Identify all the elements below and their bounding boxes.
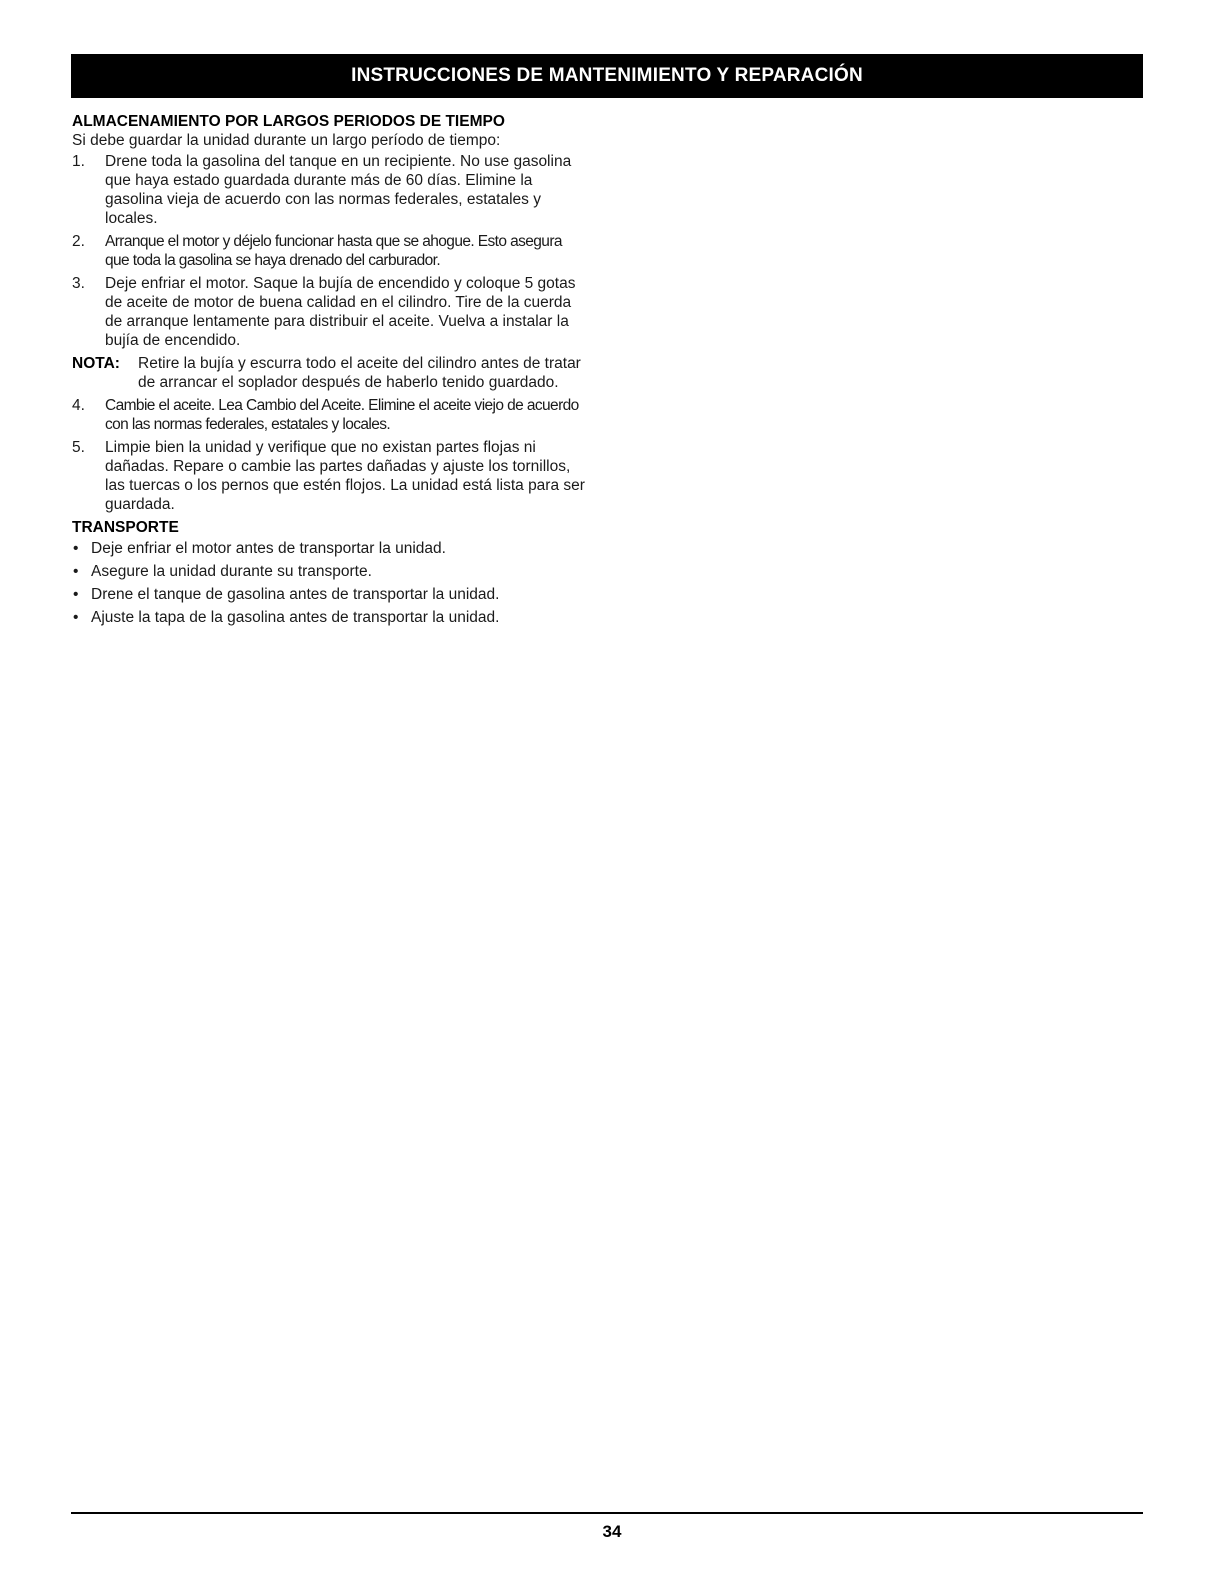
storage-step [72,152,587,228]
transport-item [72,585,587,604]
step-number: 5. [72,439,85,456]
section-header [71,54,1143,98]
step-text: Limpie bien la unidad y verifique que no existan partes flojas ni dañadas. Repare o cambie las partes dañadas y ajuste los tornillos, las tuercas o los pernos que estén flojos. La unidad está lista para ser guardada. [105,439,585,513]
section-title: INSTRUCCIONES DE MANTENIMIENTO Y REPARACIÓN [351,65,863,86]
step-text: Cambie el aceite. Lea Cambio del Aceite. Elimine el aceite viejo de acuerdo con las normas federales, estatales y locales. [105,397,579,433]
page-number: 34 [602,1522,622,1541]
storage-step [72,438,587,514]
step-number: 4. [72,397,85,414]
storage-intro: Si debe guardar la unidad durante un largo período de tiempo: [72,132,501,149]
step-number: 2. [72,233,85,250]
step-text: Deje enfriar el motor. Saque la bujía de encendido y coloque 5 gotas de aceite de motor de buena calidad en el cilindro. Tire de la cuerda de arranque lentamente para distribuir el aceite. Vuelva a instalar la bujía de encendido. [105,275,576,349]
transport-item-text: Deje enfriar el motor antes de transportar la unidad. [91,540,446,557]
footer-divider [71,1512,1143,1514]
bullet-icon: • [73,540,79,557]
step-text: Drene toda la gasolina del tanque en un recipiente. No use gasolina que haya estado guardada durante más de 60 días. Elimine la gasolina vieja de acuerdo con las normas federales, estatales y locales. [105,153,572,227]
transport-item [72,562,587,581]
note-label: NOTA: [72,355,120,372]
transport-item [72,539,587,558]
transport-heading: TRANSPORTE [72,519,179,536]
bullet-icon: • [73,586,79,603]
bullet-icon: • [73,563,79,580]
step-number: 1. [72,153,85,170]
content-column [72,112,587,631]
storage-heading: ALMACENAMIENTO POR LARGOS PERIODOS DE TIEMPO [72,113,505,130]
storage-step [72,274,587,350]
storage-step [72,396,587,434]
transport-item-text: Drene el tanque de gasolina antes de transportar la unidad. [91,586,500,603]
storage-note [72,354,587,392]
step-text: Arranque el motor y déjelo funcionar hasta que se ahogue. Esto asegura que toda la gasolina se haya drenado del carburador. [105,233,562,269]
step-number: 3. [72,275,85,292]
note-text: Retire la bujía y escurra todo el aceite del cilindro antes de tratar de arrancar el soplador después de haberlo tenido guardado. [138,355,581,391]
bullet-icon: • [73,609,79,626]
transport-item-text: Asegure la unidad durante su transporte. [91,563,372,580]
transport-item [72,608,587,627]
transport-item-text: Ajuste la tapa de la gasolina antes de transportar la unidad. [91,609,500,626]
storage-step [72,232,587,270]
